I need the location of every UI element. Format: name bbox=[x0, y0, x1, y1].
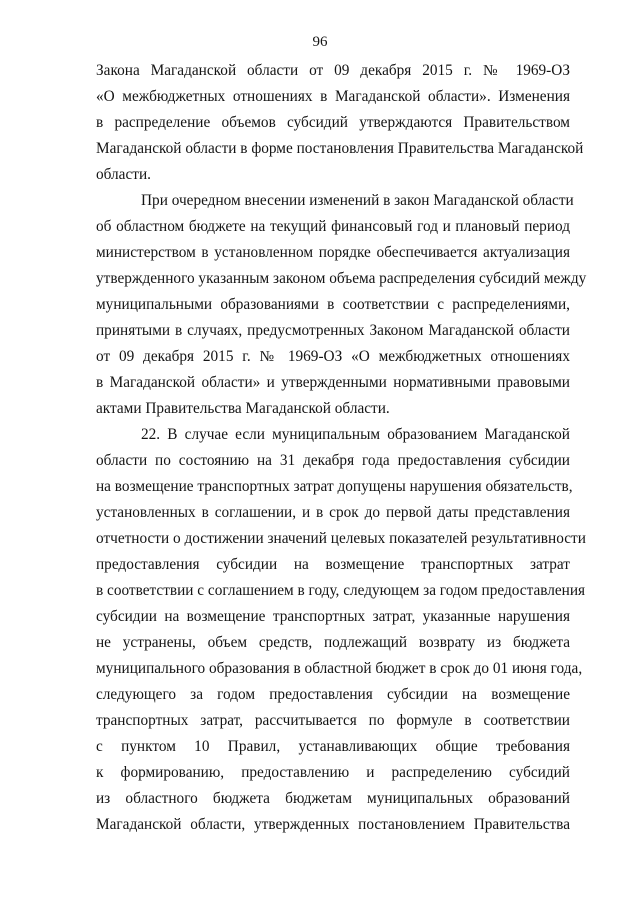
text-line: области по состоянию на 31 декабря года предоставления субсидии bbox=[96, 452, 570, 469]
text-line: Закона Магаданской области от 09 декабря 2015 г. № 1969-ОЗ bbox=[96, 62, 570, 79]
text-line: муниципального образования в областной бюджет в срок до 01 июня года, bbox=[96, 660, 583, 677]
text-line: При очередном внесении изменений в закон Магаданской области bbox=[141, 192, 574, 209]
text-line: в соответствии с соглашением в году, следующем за годом предоставления bbox=[96, 582, 586, 599]
text-line: актами Правительства Магаданской области. bbox=[96, 400, 390, 417]
text-line: 22. В случае если муниципальным образованием Магаданской bbox=[141, 426, 570, 443]
text-line: на возмещение транспортных затрат допущены нарушения обязательств, bbox=[96, 478, 573, 495]
text-line: Магаданской области, утвержденных постановлением Правительства bbox=[96, 816, 570, 833]
text-line: Магаданской области в форме постановления Правительства Магаданской bbox=[96, 140, 584, 157]
text-line: не устранены, объем средств, подлежащий возврату из бюджета bbox=[96, 634, 570, 651]
text-line: «О межбюджетных отношениях в Магаданской области». Изменения bbox=[96, 88, 570, 105]
text-line: от 09 декабря 2015 г. № 1969-ОЗ «О межбюджетных отношениях bbox=[96, 348, 570, 365]
text-line: следующего за годом предоставления субсидии на возмещение bbox=[96, 686, 570, 703]
page-number: 96 bbox=[312, 34, 328, 50]
text-line: из областного бюджета бюджетам муниципальных образований bbox=[96, 790, 570, 807]
text-line: утвержденного указанным законом объема распределения субсидий между bbox=[96, 270, 587, 287]
text-line: принятыми в случаях, предусмотренных Законом Магаданской области bbox=[96, 322, 570, 339]
text-line: установленных в соглашении, и в срок до первой даты представления bbox=[96, 504, 570, 521]
text-line: муниципальными образованиями в соответствии с распределениями, bbox=[96, 296, 570, 313]
text-line: в распределение объемов субсидий утверждаются Правительством bbox=[96, 114, 570, 131]
text-line: области. bbox=[96, 166, 151, 183]
text-line: с пунктом 10 Правил, устанавливающих общие требования bbox=[96, 738, 570, 755]
text-line: об областном бюджете на текущий финансовый год и плановый период bbox=[96, 218, 570, 235]
text-line: транспортных затрат, рассчитывается по формуле в соответствии bbox=[96, 712, 570, 729]
text-line: в Магаданской области» и утвержденными нормативными правовыми bbox=[96, 374, 570, 391]
text-line: отчетности о достижении значений целевых показателей результативности bbox=[96, 530, 586, 547]
text-line: к формированию, предоставлению и распределению субсидий bbox=[96, 764, 570, 781]
text-line: предоставления субсидии на возмещение транспортных затрат bbox=[96, 556, 570, 573]
text-line: министерством в установленном порядке обеспечивается актуализация bbox=[96, 244, 570, 261]
text-line: субсидии на возмещение транспортных затрат, указанные нарушения bbox=[96, 608, 570, 625]
